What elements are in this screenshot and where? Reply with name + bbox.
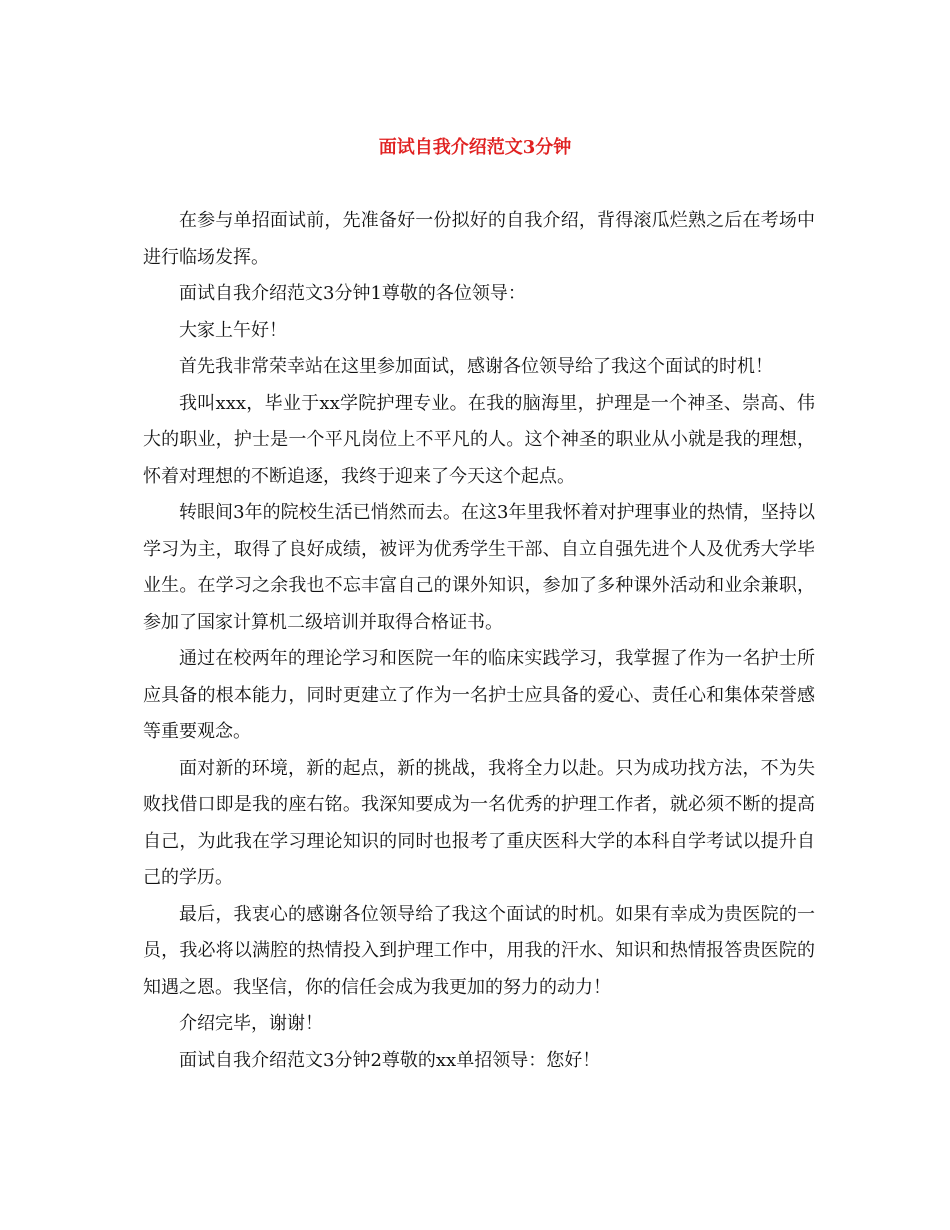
paragraph: 最后，我衷心的感谢各位领导给了我这个面试的时机。如果有幸成为贵医院的一员，我必将以满腔的热情投入到护理工作中，用我的汗水、知识和热情报答贵医院的知遇之恩。我坚信，你的信任会成为我更加的努力的动力！ — [143, 903, 815, 998]
paragraph: 面试自我介绍范文3分钟2尊敬的xx单招领导：您好！ — [179, 1049, 601, 1071]
paragraph: 大家上午好！ — [179, 319, 287, 341]
paragraph: 在参与单招面试前，先准备好一份拟好的自我介绍，背得滚瓜烂熟之后在考场中进行临场发挥。 — [143, 210, 815, 268]
paragraph: 首先我非常荣幸站在这里参加面试，感谢各位领导给了我这个面试的时机！ — [179, 356, 773, 377]
paragraph: 转眼间3年的院校生活已悄然而去。在这3年里我怀着对护理事业的热情，坚持以学习为主，取得了良好成绩，被评为优秀学生干部、自立自强先进个人及优秀大学毕业生。在学习之余我也不忘丰富自己的课外知识，参加了多种课外活动和业余兼职，参加了国家计算机二级培训并取得合格证书。 — [143, 502, 815, 633]
document-title: 面试自我介绍范文3分钟 — [378, 137, 572, 158]
paragraph: 面对新的环境，新的起点，新的挑战，我将全力以赴。只为成功找方法，不为失败找借口即是我的座右铭。我深知要成为一名优秀的护理工作者，就必须不断的提高自己，为此我在学习理论知识的同时也报考了重庆医科大学的本科自学考试以提升自己的学历。 — [143, 757, 815, 888]
document-body — [143, 203, 815, 1079]
paragraph: 我叫xxx，毕业于xx学院护理专业。在我的脑海里，护理是一个神圣、崇高、伟大的职业，护士是一个平凡岗位上不平凡的人。这个神圣的职业从小就是我的理想，怀着对理想的不断追逐，我终于迎来了今天这个起点。 — [143, 392, 815, 487]
paragraph: 面试自我介绍范文3分钟1尊敬的各位领导： — [179, 283, 526, 304]
paragraph: 介绍完毕，谢谢！ — [179, 1013, 323, 1034]
paragraph: 通过在校两年的理论学习和医院一年的临床实践学习，我掌握了作为一名护士所应具备的根本能力，同时更建立了作为一名护士应具备的爱心、责任心和集体荣誉感等重要观念。 — [143, 648, 815, 742]
